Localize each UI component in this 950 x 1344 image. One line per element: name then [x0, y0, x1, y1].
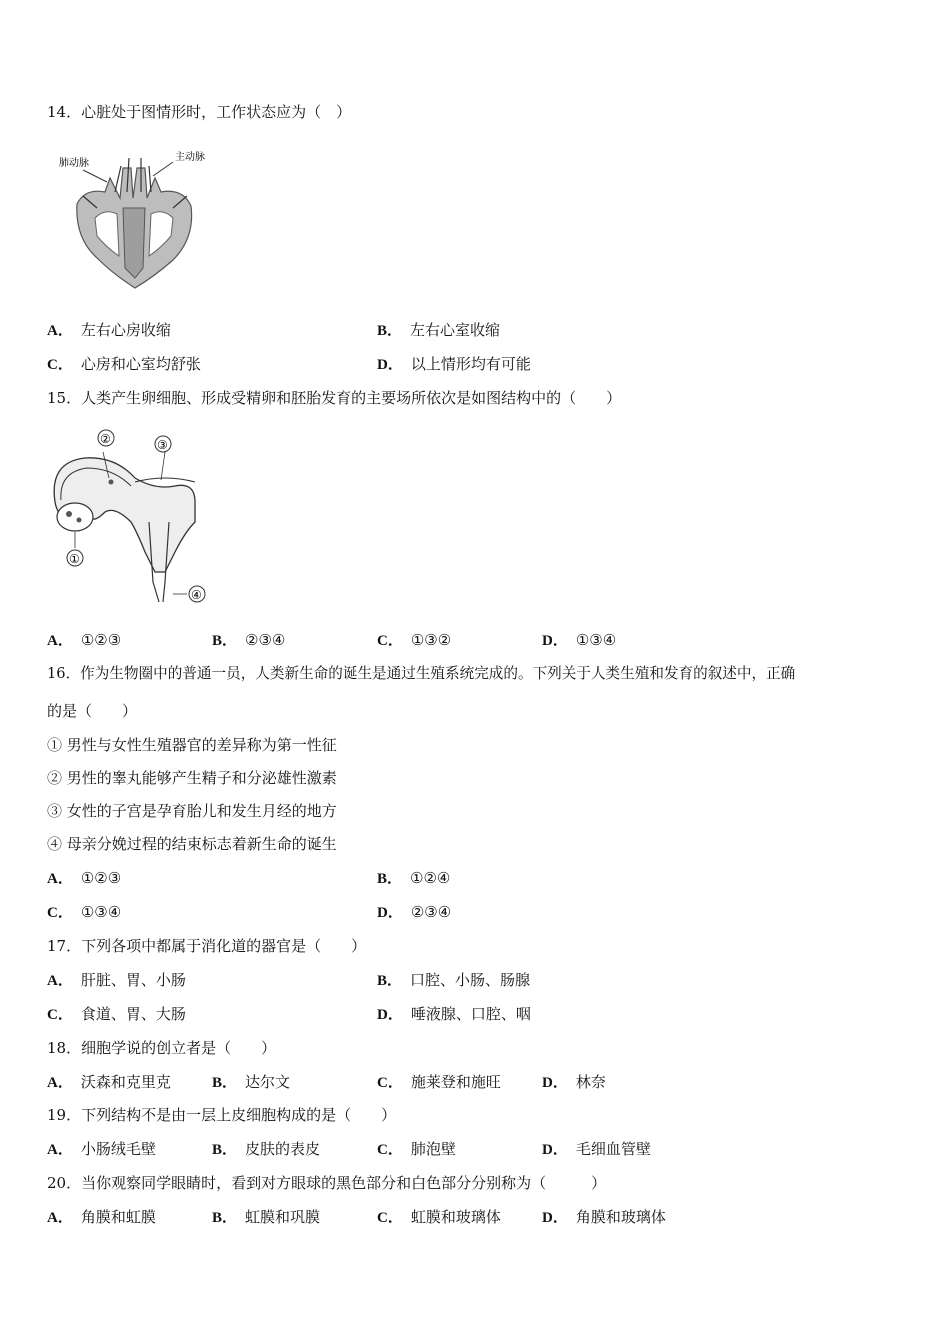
- q20-option-a[interactable]: [47, 1207, 156, 1228]
- fig-label-3: ③: [157, 438, 168, 452]
- q16-option-c[interactable]: [47, 902, 121, 923]
- q20-option-b[interactable]: [212, 1207, 320, 1228]
- q18-option-b[interactable]: [212, 1072, 290, 1093]
- q20-stem: 20．当你观察同学眼睛时，看到对方眼球的黑色部分和白色部分分别称为（ ）: [47, 1174, 607, 1192]
- q15-option-a[interactable]: [47, 630, 121, 651]
- option-text: 施莱登和施旺: [410, 1073, 501, 1091]
- q14-option-d[interactable]: [377, 354, 531, 375]
- option-letter: B．: [377, 871, 403, 887]
- option-letter: B．: [377, 323, 403, 339]
- option-text: 皮肤的表皮: [245, 1140, 321, 1158]
- q19-option-d[interactable]: [542, 1139, 651, 1160]
- option-letter: A．: [47, 633, 73, 649]
- q20-option-c[interactable]: [377, 1207, 501, 1228]
- option-text: 毛细血管壁: [575, 1140, 651, 1158]
- option-text: ②③④: [410, 903, 452, 921]
- q18-option-d[interactable]: [542, 1072, 606, 1093]
- q17-option-a[interactable]: [47, 970, 186, 991]
- q15-stem: 15．人类产生卵细胞、形成受精卵和胚胎发育的主要场所依次是如图结构中的（ ）: [47, 389, 622, 407]
- q15-option-d[interactable]: [542, 630, 616, 651]
- option-text: 沃森和克里克: [80, 1073, 171, 1091]
- option-letter: C．: [47, 905, 73, 921]
- option-text: 肺泡壁: [410, 1140, 456, 1158]
- option-letter: B．: [212, 1210, 238, 1226]
- q14-option-c[interactable]: [47, 354, 201, 375]
- option-text: ①②③: [80, 631, 122, 649]
- option-text: ①②④: [410, 869, 451, 887]
- q16-stem-line2: 的是（ ）: [47, 702, 138, 720]
- option-text: 心房和心室均舒张: [80, 355, 201, 373]
- option-text: ①②③: [80, 869, 122, 887]
- q18-option-c[interactable]: [377, 1072, 501, 1093]
- q18-option-a[interactable]: [47, 1072, 171, 1093]
- option-letter: D．: [542, 1142, 568, 1158]
- option-text: 角膜和虹膜: [80, 1208, 156, 1226]
- option-text: ①③④: [80, 903, 122, 921]
- q19-option-b[interactable]: [212, 1139, 320, 1160]
- option-text: 达尔文: [245, 1073, 291, 1091]
- option-text: 以上情形均有可能: [410, 355, 531, 373]
- heart-label-left: 肺动脉: [59, 158, 89, 169]
- q14-option-a[interactable]: [47, 320, 171, 341]
- option-letter: C．: [47, 1007, 73, 1023]
- option-text: ①③④: [575, 631, 617, 649]
- option-letter: C．: [377, 1210, 403, 1226]
- option-letter: D．: [377, 357, 403, 373]
- option-letter: A．: [47, 323, 73, 339]
- option-letter: A．: [47, 973, 73, 989]
- option-letter: D．: [542, 633, 568, 649]
- option-letter: B．: [212, 1075, 238, 1091]
- fig-label-4: ④: [191, 588, 202, 602]
- option-letter: B．: [212, 633, 238, 649]
- heart-label-right: 主动脉: [175, 152, 205, 163]
- q18-stem: 18．细胞学说的创立者是（ ）: [47, 1039, 277, 1057]
- option-text: 口腔、小肠、肠腺: [410, 971, 531, 989]
- option-text: 小肠绒毛壁: [80, 1140, 156, 1158]
- option-letter: C．: [47, 357, 73, 373]
- q16-statement-1: ① 男性与女性生殖器官的差异称为第一性征: [47, 736, 337, 754]
- q17-stem: 17．下列各项中都属于消化道的器官是（ ）: [47, 937, 367, 955]
- q16-option-d[interactable]: [377, 902, 451, 923]
- option-letter: D．: [542, 1210, 568, 1226]
- option-letter: C．: [377, 633, 403, 649]
- option-letter: A．: [47, 1075, 73, 1091]
- fig-label-1: ①: [69, 552, 80, 566]
- option-text: 林奈: [575, 1073, 606, 1091]
- q14-option-b[interactable]: [377, 320, 500, 341]
- option-letter: D．: [377, 1007, 403, 1023]
- option-text: ②③④: [245, 631, 286, 649]
- q15-option-b[interactable]: [212, 630, 285, 651]
- option-letter: C．: [377, 1075, 403, 1091]
- q16-statement-3: ③ 女性的子宫是孕育胎儿和发生月经的地方: [47, 802, 337, 820]
- option-text: 左右心室收缩: [410, 321, 501, 339]
- q19-option-a[interactable]: [47, 1139, 156, 1160]
- option-letter: D．: [377, 905, 403, 921]
- option-text: 虹膜和巩膜: [245, 1208, 321, 1226]
- option-letter: B．: [377, 973, 403, 989]
- option-letter: D．: [542, 1075, 568, 1091]
- option-text: 左右心房收缩: [80, 321, 171, 339]
- q20-option-d[interactable]: [542, 1207, 666, 1228]
- option-letter: B．: [212, 1142, 238, 1158]
- option-text: 虹膜和玻璃体: [410, 1208, 501, 1226]
- q16-statement-4: ④ 母亲分娩过程的结束标志着新生命的诞生: [47, 835, 337, 853]
- q16-statement-2: ② 男性的睾丸能够产生精子和分泌雄性激素: [47, 769, 337, 787]
- option-text: 唾液腺、口腔、咽: [410, 1005, 531, 1023]
- option-letter: C．: [377, 1142, 403, 1158]
- option-text: ①③②: [410, 631, 452, 649]
- q19-stem: 19．下列结构不是由一层上皮细胞构成的是（ ）: [47, 1106, 397, 1124]
- q16-option-b[interactable]: [377, 868, 450, 889]
- q16-stem-line1: 16．作为生物圈中的普通一员，人类新生命的诞生是通过生殖系统完成的。下列关于人类生殖和发育的叙述中，正确: [47, 665, 796, 682]
- option-text: 食道、胃、大肠: [80, 1005, 186, 1023]
- q14-stem: 14．心脏处于图情形时，工作状态应为（ ）: [47, 103, 352, 121]
- female-reproductive-diagram: [45, 422, 215, 612]
- option-text: 角膜和玻璃体: [575, 1208, 666, 1226]
- q19-option-c[interactable]: [377, 1139, 456, 1160]
- q17-option-b[interactable]: [377, 970, 530, 991]
- option-text: 肝脏、胃、小肠: [80, 971, 186, 989]
- q17-option-d[interactable]: [377, 1004, 531, 1025]
- q17-option-c[interactable]: [47, 1004, 186, 1025]
- option-letter: A．: [47, 871, 73, 887]
- fig-label-2: ②: [100, 432, 111, 446]
- q16-option-a[interactable]: [47, 868, 121, 889]
- heart-diagram: [55, 148, 225, 298]
- option-letter: A．: [47, 1210, 73, 1226]
- option-letter: A．: [47, 1142, 73, 1158]
- q15-option-c[interactable]: [377, 630, 451, 651]
